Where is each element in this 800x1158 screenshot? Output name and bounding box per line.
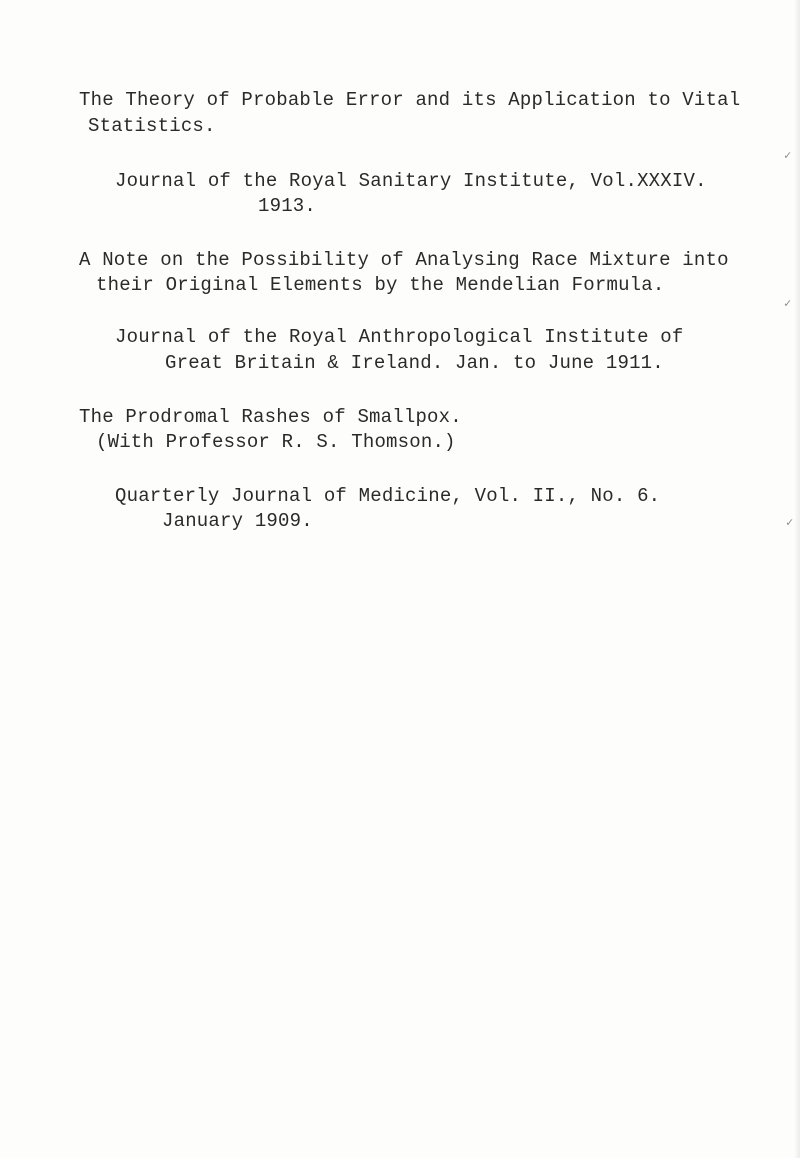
page-edge-shadow — [794, 0, 800, 1158]
publication-2-journal-line-1: Journal of the Royal Anthropological Institute of — [115, 326, 684, 348]
publication-2-journal-line-2: Great Britain & Ireland. Jan. to June 1911. — [165, 352, 664, 374]
publication-3-title-line-1: The Prodromal Rashes of Smallpox. — [79, 406, 462, 428]
publication-1-title-line-2: Statistics. — [88, 115, 216, 137]
publication-3-journal-line-2: January 1909. — [162, 510, 313, 532]
publication-2-title-line-2: their Original Elements by the Mendelian Formula. — [96, 274, 665, 296]
publication-1-journal-line-2: 1913. — [258, 195, 317, 217]
margin-tick-mark: ✓ — [784, 149, 792, 163]
publication-1-journal-line-1: Journal of the Royal Sanitary Institute, Vol.XXXIV. — [115, 170, 707, 192]
publication-1-title-line-1: The Theory of Probable Error and its Application to Vital — [79, 89, 741, 111]
margin-tick-mark: ✓ — [784, 297, 792, 311]
margin-tick-mark: ✓ — [786, 516, 794, 530]
publication-3-journal-line-1: Quarterly Journal of Medicine, Vol. II., No. 6. — [115, 485, 661, 507]
publication-3-title-line-2: (With Professor R. S. Thomson.) — [96, 431, 456, 453]
publication-2-title-line-1: A Note on the Possibility of Analysing Race Mixture into — [79, 249, 729, 271]
